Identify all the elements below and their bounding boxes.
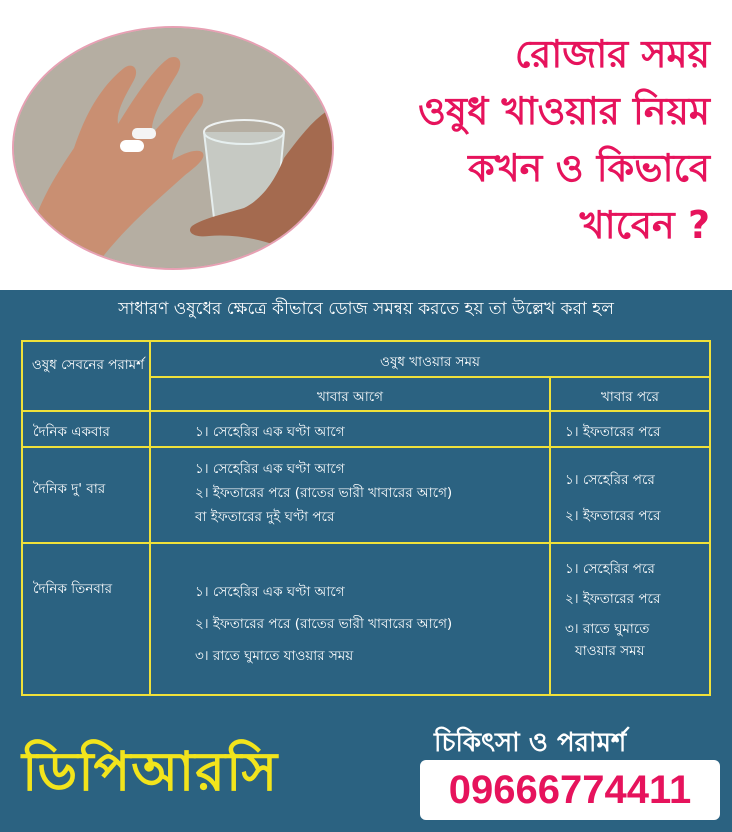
row-2-before-line-1: ১। সেহেরির এক ঘণ্টা আগে [195, 461, 345, 477]
row-1-label-cell [21, 410, 151, 448]
row-3-label-cell [21, 542, 151, 696]
headline [350, 26, 710, 254]
row-2-before-line-3: বা ইফতারের দুই ঘণ্টা পরে [195, 509, 335, 525]
phone-number[interactable]: 09666774411 [448, 768, 692, 812]
subtitle: সাধারণ ওষুধের ক্ষেত্রে কীভাবে ডোজ সমন্বয় করতে হয় তা উল্লেখ করা হল [118, 299, 614, 319]
row-3-before [195, 576, 452, 672]
row-3-after-line-3: ৩। রাতে ঘুমাতে [565, 621, 650, 637]
content-panel [0, 290, 732, 832]
row-2-after-cell [549, 446, 711, 544]
row-3-label: দৈনিক তিনবার [33, 581, 113, 597]
row-1-before-cell [149, 410, 551, 448]
row-3-after-line-4: যাওয়ার সময় [575, 643, 645, 659]
headline-line-4: খাবেন ? [579, 203, 710, 247]
header-advice-cell [21, 340, 151, 412]
row-3-after-line-2: ২। ইফতারের পরে [565, 591, 661, 607]
row-3-after [565, 554, 660, 662]
row-2-label-cell [21, 446, 151, 544]
row-3-before-line-2: ২। ইফতারের পরে (রাতের ভারী খাবারের আগে) [195, 616, 453, 632]
row-1-after-line-1: ১। ইফতারের পরে [565, 424, 661, 440]
header-advice: ওষুধ সেবনের পরামর্শ [31, 357, 145, 373]
pill-2 [132, 128, 156, 139]
headline-line-2: ওষুধ খাওয়ার নিয়ম [418, 89, 710, 133]
header-before: খাবার আগে [317, 389, 383, 405]
row-1-label: দৈনিক একবার [33, 424, 110, 440]
row-3-before-line-3: ৩। রাতে ঘুমাতে যাওয়ার সময় [195, 648, 354, 664]
row-1-after-cell [549, 410, 711, 448]
row-1-after [565, 421, 660, 444]
row-3-before-cell [149, 542, 551, 696]
row-3-after-cell [549, 542, 711, 696]
header-time-cell [149, 340, 711, 378]
row-1-before [195, 421, 345, 444]
header-time: ওষুধ খাওয়ার সময় [380, 354, 480, 370]
consultation-label: চিকিৎসা ও পরামর্শ [434, 728, 627, 758]
row-2-after [565, 462, 660, 534]
row-2-before [195, 457, 452, 529]
pill-1 [120, 140, 144, 152]
medicine-hands-photo [14, 28, 332, 268]
header-after: খাবার পরে [601, 389, 659, 405]
row-3-after-line-1: ১। সেহেরির পরে [565, 561, 655, 577]
headline-line-3: কখন ও কিভাবে [468, 146, 710, 190]
header-after-cell [549, 376, 711, 412]
row-3-before-line-1: ১। সেহেরির এক ঘণ্টা আগে [195, 584, 345, 600]
header-before-cell [149, 376, 551, 412]
headline-line-1: রোজার সময় [514, 32, 710, 76]
row-2-before-line-2: ২। ইফতারের পরে (রাতের ভারী খাবারের আগে) [195, 485, 453, 501]
row-2-after-line-1: ১। সেহেরির পরে [565, 472, 655, 488]
header-section [0, 0, 732, 290]
row-2-label: দৈনিক দু' বার [33, 481, 106, 497]
row-2-after-line-2: ২। ইফতারের পরে [565, 508, 661, 524]
row-1-before-line-1: ১। সেহেরির এক ঘণ্টা আগে [195, 424, 345, 440]
phone-box[interactable] [420, 760, 720, 820]
photo-illustration [14, 28, 332, 268]
brand-logo-text: ডিপিআরসি [22, 740, 279, 803]
dosage-table [21, 340, 711, 696]
row-2-before-cell [149, 446, 551, 544]
